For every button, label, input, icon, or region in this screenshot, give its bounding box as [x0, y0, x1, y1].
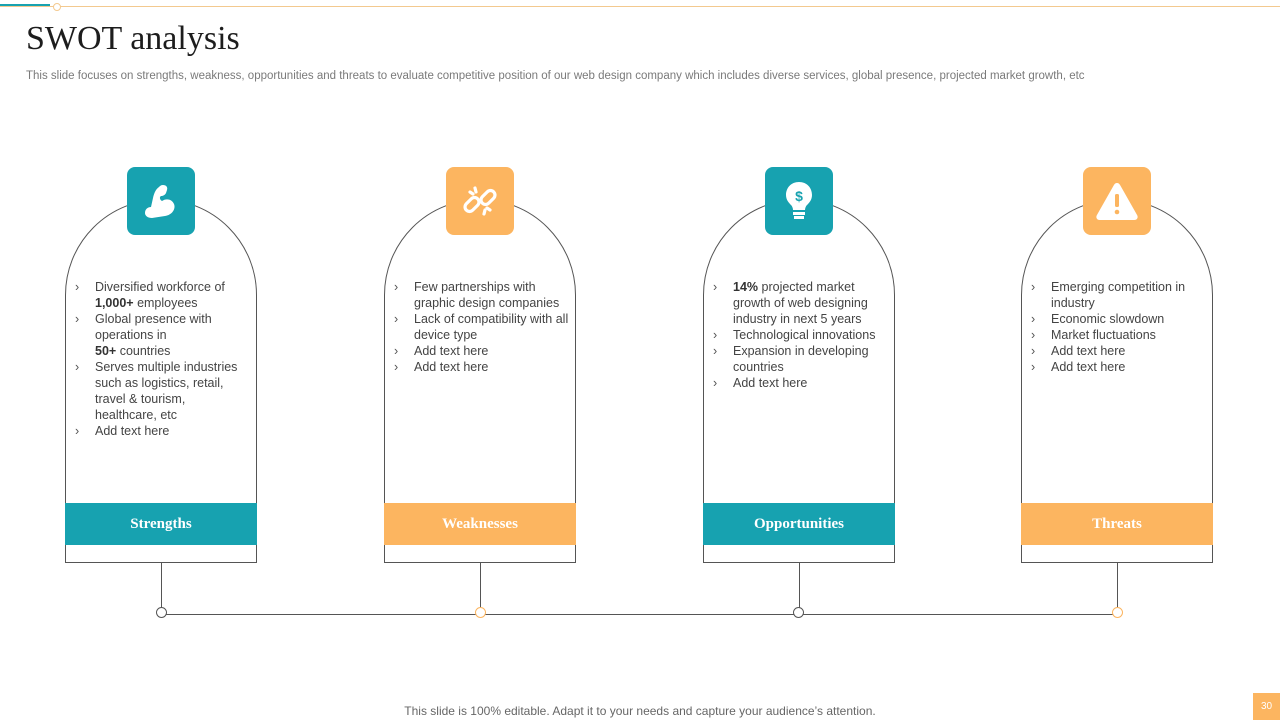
list-item: › Add text here — [1031, 343, 1206, 359]
threats-label: Threats — [1021, 503, 1213, 545]
opportunities-label: Opportunities — [703, 503, 895, 545]
list-item: › Add text here — [394, 359, 569, 375]
strengths-icon-tile — [127, 167, 195, 235]
timeline-node — [475, 607, 486, 618]
slide-subtitle: This slide focuses on strengths, weakness, opportunities and threats to evaluate competitive position of our web design company which includes diverse services, global presence, projected market growth, etc — [26, 70, 1085, 82]
broken-chain-link-icon — [459, 180, 501, 222]
list-item: › 14% projected market growth of web designing industry in next 5 years — [713, 279, 888, 327]
timeline-node — [1112, 607, 1123, 618]
weaknesses-list — [394, 279, 569, 375]
list-item: › Market fluctuations — [1031, 327, 1206, 343]
connector-line — [161, 563, 162, 608]
strengths-label: Strengths — [65, 503, 257, 545]
list-item: 1,000+ employees — [95, 296, 198, 310]
svg-text:$: $ — [795, 188, 803, 204]
list-item: › Technological innovations — [713, 327, 888, 343]
connector-line — [480, 563, 481, 608]
list-item: › Lack of compatibility with all device type — [394, 311, 569, 343]
weaknesses-label: Weaknesses — [384, 503, 576, 545]
lightbulb-dollar-icon — [779, 179, 819, 223]
footer-note: This slide is 100% editable. Adapt it to your needs and capture your audience’s attention. — [404, 704, 876, 718]
list-item: › Few partnerships with graphic design companies — [394, 279, 569, 311]
slide-title: SWOT analysis — [26, 20, 240, 57]
threats-list — [1031, 279, 1206, 375]
weaknesses-icon-tile — [446, 167, 514, 235]
list-item: › Expansion in developing countries — [713, 343, 888, 375]
list-item: › Add text here — [713, 375, 888, 391]
list-item: › Add text here — [394, 343, 569, 359]
strengths-list — [75, 279, 250, 439]
list-item: › Economic slowdown — [1031, 311, 1206, 327]
list-item: › Global presence with operations in — [75, 311, 250, 343]
timeline-node — [793, 607, 804, 618]
opportunities-list — [713, 279, 888, 391]
connector-line — [799, 563, 800, 608]
top-rule — [0, 6, 1280, 7]
list-item: › Diversified workforce of — [75, 279, 250, 295]
connector-line — [1117, 563, 1118, 608]
page-number: 30 — [1253, 693, 1280, 720]
flexed-arm-icon — [141, 181, 181, 221]
timeline-node — [156, 607, 167, 618]
threats-icon-tile — [1083, 167, 1151, 235]
list-item: › Serves multiple industries such as logistics, retail, travel & tourism, healthcare, etc — [75, 359, 250, 423]
timeline-line — [162, 614, 1118, 615]
list-item: › Add text here — [75, 423, 250, 439]
top-rule-dot — [53, 3, 61, 11]
list-item: › Emerging competition in industry — [1031, 279, 1206, 311]
warning-triangle-icon — [1094, 180, 1140, 222]
opportunities-icon-tile — [765, 167, 833, 235]
list-item: › Add text here — [1031, 359, 1206, 375]
list-item: 50+ countries — [95, 344, 171, 358]
